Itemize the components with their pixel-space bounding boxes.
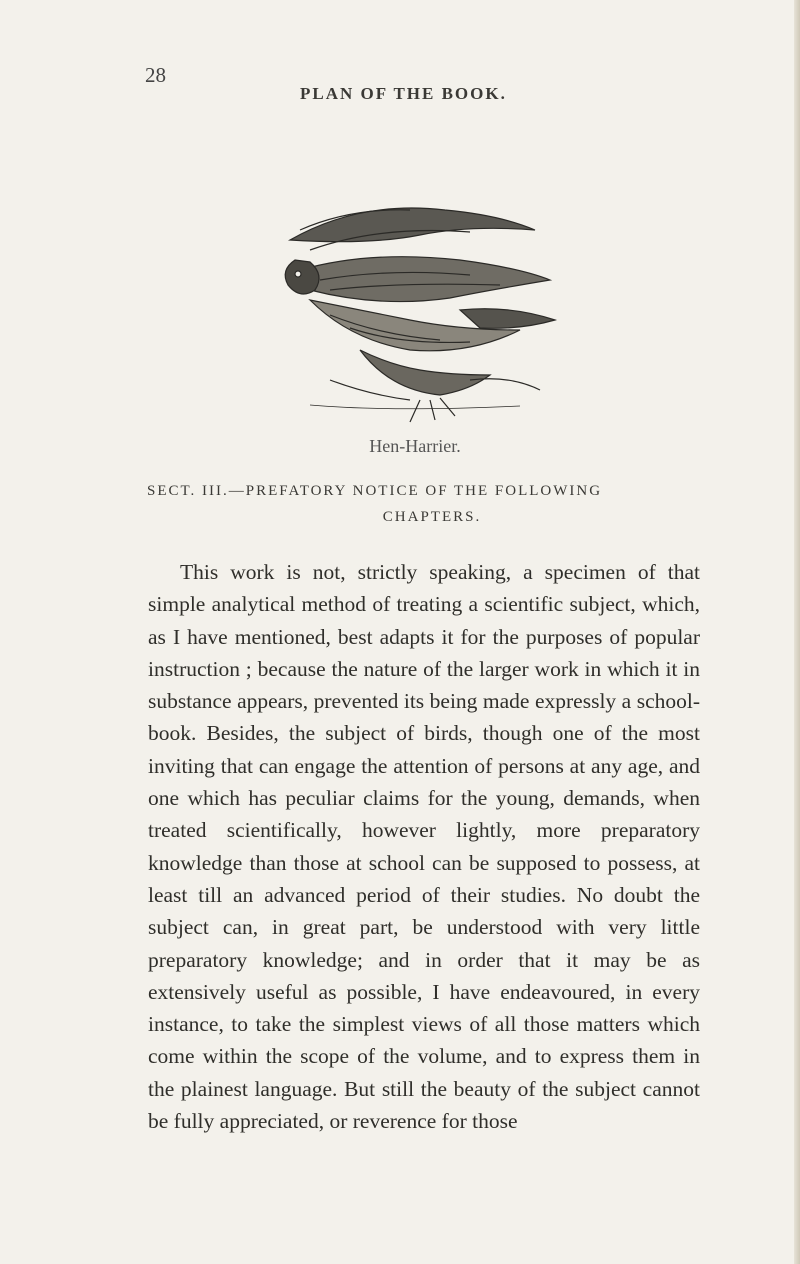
section-heading — [147, 478, 697, 530]
body-paragraph: This work is not, strictly speaking, a specimen of that simple analytical method of treating a scientific subject, which, as I have mentioned, best adapts it for the purposes of popular instruction ; because the nature of the larger work in which it in substance appears, prevented its being made expressly a school-book. Besides, the subject of birds, though one of the most inviting that can engage the attention of persons at any age, and one which has peculiar claims for the young, demands, when treated scientifically, however lightly, more preparatory knowledge than those at school can be supposed to possess, at least till an advanced period of their studies. No doubt the subject can, in great part, be understood with very little preparatory knowledge; and in order that it may be as extensively useful as possible, I have endeavoured, in every instance, to take the simplest views of all those matters which come within the scope of the volume, and to express them in the plainest language. But still the beauty of the subject cannot be fully appreciated, or reverence for those — [148, 560, 700, 1134]
page-edge — [794, 0, 800, 1264]
figure-caption: Hen-Harrier. — [369, 436, 461, 456]
section-heading-line1: SECT. III.—PREFATORY NOTICE OF THE FOLLOWING — [147, 483, 603, 499]
page-number: 28 — [145, 63, 166, 87]
hen-harrier-illustration — [270, 190, 570, 430]
section-heading-line2: CHAPTERS. — [382, 509, 482, 525]
running-head: PLAN OF THE BOOK. — [300, 84, 507, 103]
